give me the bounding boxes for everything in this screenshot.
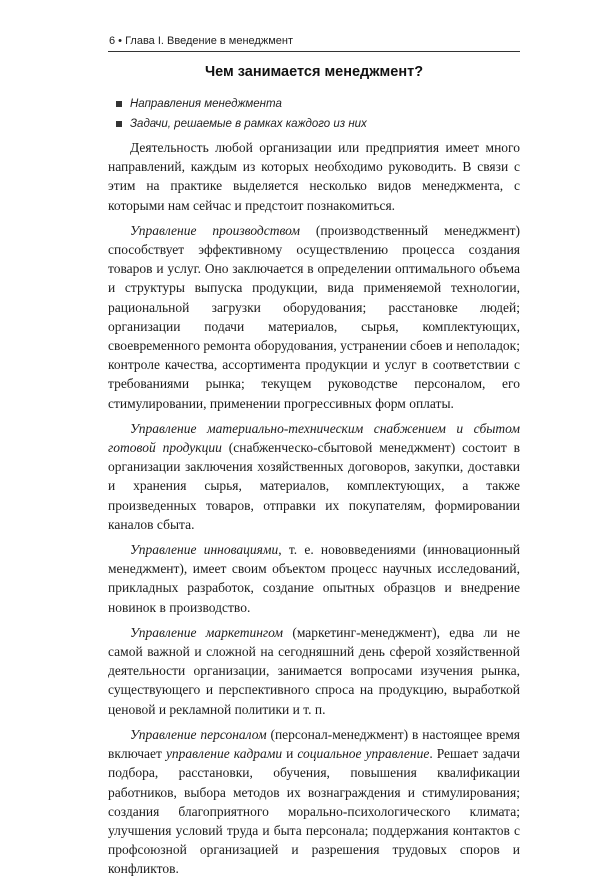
topic-item: Задачи, решаемые в рамках каждого из них bbox=[116, 114, 367, 134]
paragraph-personnel bbox=[108, 725, 520, 879]
paragraph-personnel-text-a: (персонал-менеджмент) в настоящее время включает bbox=[108, 726, 520, 762]
term-production: Управление производством bbox=[130, 222, 301, 238]
term-marketing: Управление маркетингом bbox=[130, 624, 284, 640]
paragraph-production bbox=[108, 221, 520, 413]
topic-list bbox=[116, 94, 367, 134]
term-innovation: Управление инновациями bbox=[130, 542, 279, 558]
topic-item: Направления менеджмента bbox=[116, 94, 367, 114]
paragraph-marketing bbox=[108, 623, 520, 719]
term-social-management: социальное управление bbox=[297, 746, 430, 762]
paragraph-personnel-text-c: . Решает задачи подбора, расстановки, обучения, повышения квалификации работников, выбора методов их вознаграждения и стимулирования; создания благоприятного морально-психологического климата; улучшения условий труда и быта персонала; поддержания контактов с профсоюзной организацией и разрешения трудовых споров и конфликтов. bbox=[108, 746, 520, 877]
section-title: Чем занимается менеджмент? bbox=[204, 64, 424, 80]
term-supply: Управление материально-техническим снабжением и сбытом готовой продукции bbox=[108, 420, 520, 456]
paragraph-intro: Деятельность любой организации или предприятия имеет много направлений, каждым из которых необходимо руководить. В связи с этим на практике выделяется несколько видов менеджмента, с которыми нам сейчас и предстоит познакомиться. bbox=[108, 140, 520, 213]
paragraph-innovation bbox=[108, 540, 520, 617]
paragraph-production-text: (производственный менеджмент) способствует эффективному осуществлению процесса создания товаров и услуг. Оно заключается в определении оптимального объема и структуры выпуска продукции, вида применяемой технологии, рациональной загрузки оборудования; расстановке людей; организации подачи материалов, сырья, комплектующих, своевременного ремонта оборудования, устранении сбоев и неполадок; контроле качества, ассортимента продукции и услуг в соответствии с требованиями рынка; текущем руководстве персоналом, его стимулировании, применении прогрессивных форм оплаты. bbox=[108, 222, 520, 411]
term-personnel: Управление персоналом bbox=[130, 726, 267, 742]
paragraph-marketing-text: (маркетинг-менеджмент), едва ли не самой важной и сложной на сегодняшний день сферой хозяйственной деятельности организации, занимается вопросами изучения рынка, существующего и перспективного спроса на продукцию, выработкой ценовой и рекламной политики и т. п. bbox=[108, 624, 520, 717]
paragraph-supply-text: (снабженческо-сбытовой менеджмент) состоит в организации заключения хозяйственных договоров, закупки, доставки и хранения сырья, материалов, комплектующих, а также произведенных товаров, отправки их покупателям, формировании каналов сбыта. bbox=[108, 440, 520, 532]
paragraph-innovation-text: , т. е. нововведениями (инновационный менеджмент), имеет своим объектом процесс научных исследований, прикладных разработок, создание опытных образцов и внедрение новинок в производство. bbox=[108, 542, 520, 615]
header-rule bbox=[108, 51, 520, 52]
paragraph-personnel-text-b: и bbox=[282, 746, 298, 762]
term-hr-management: управление кадрами bbox=[165, 746, 283, 762]
running-head: 6 • Глава I. Введение в менеджмент bbox=[109, 35, 293, 47]
paragraph-supply bbox=[108, 419, 520, 534]
body-text bbox=[108, 138, 520, 879]
